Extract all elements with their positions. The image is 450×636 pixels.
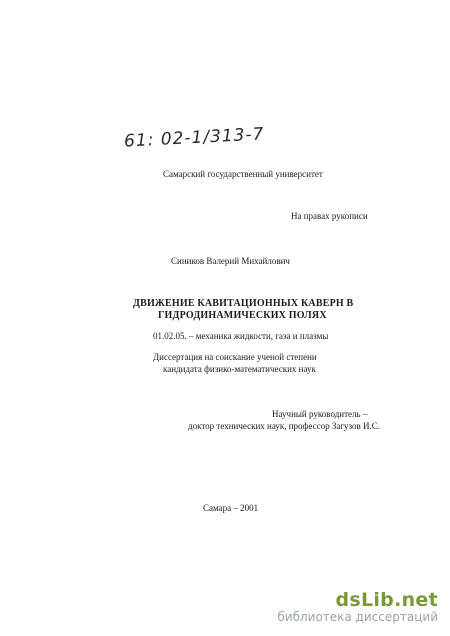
supervisor-label: Научный руководитель – <box>272 409 368 419</box>
degree-line-2: кандидата физико-математических наук <box>163 364 316 374</box>
supervisor-name: доктор технических наук, профессор Загузов И.С. <box>188 421 381 431</box>
city-year: Самара – 2001 <box>203 503 259 513</box>
author-name: Сиников Валерий Михайлович <box>171 256 290 266</box>
specialty-code: 01.02.05. – механика жидкости, газа и плазмы <box>153 331 329 341</box>
degree-line-1: Диссертация на соискание ученой степени <box>153 352 317 362</box>
manuscript-rights-note: На правах рукописи <box>291 211 368 221</box>
watermark-logo: dsLib.net <box>335 589 438 611</box>
dissertation-title-line-2: ГИДРОДИНАМИЧЕСКИХ ПОЛЯХ <box>158 310 327 321</box>
site-watermark <box>277 590 438 624</box>
university-name: Самарский государственный университет <box>163 169 323 179</box>
dissertation-title-line-1: ДВИЖЕНИЕ КАВИТАЦИОННЫХ КАВЕРН В <box>133 298 354 309</box>
handwritten-catalog-code: 61: 02-1/313-7 <box>123 124 265 152</box>
watermark-subtitle: библиотека диссертаций <box>277 610 438 624</box>
